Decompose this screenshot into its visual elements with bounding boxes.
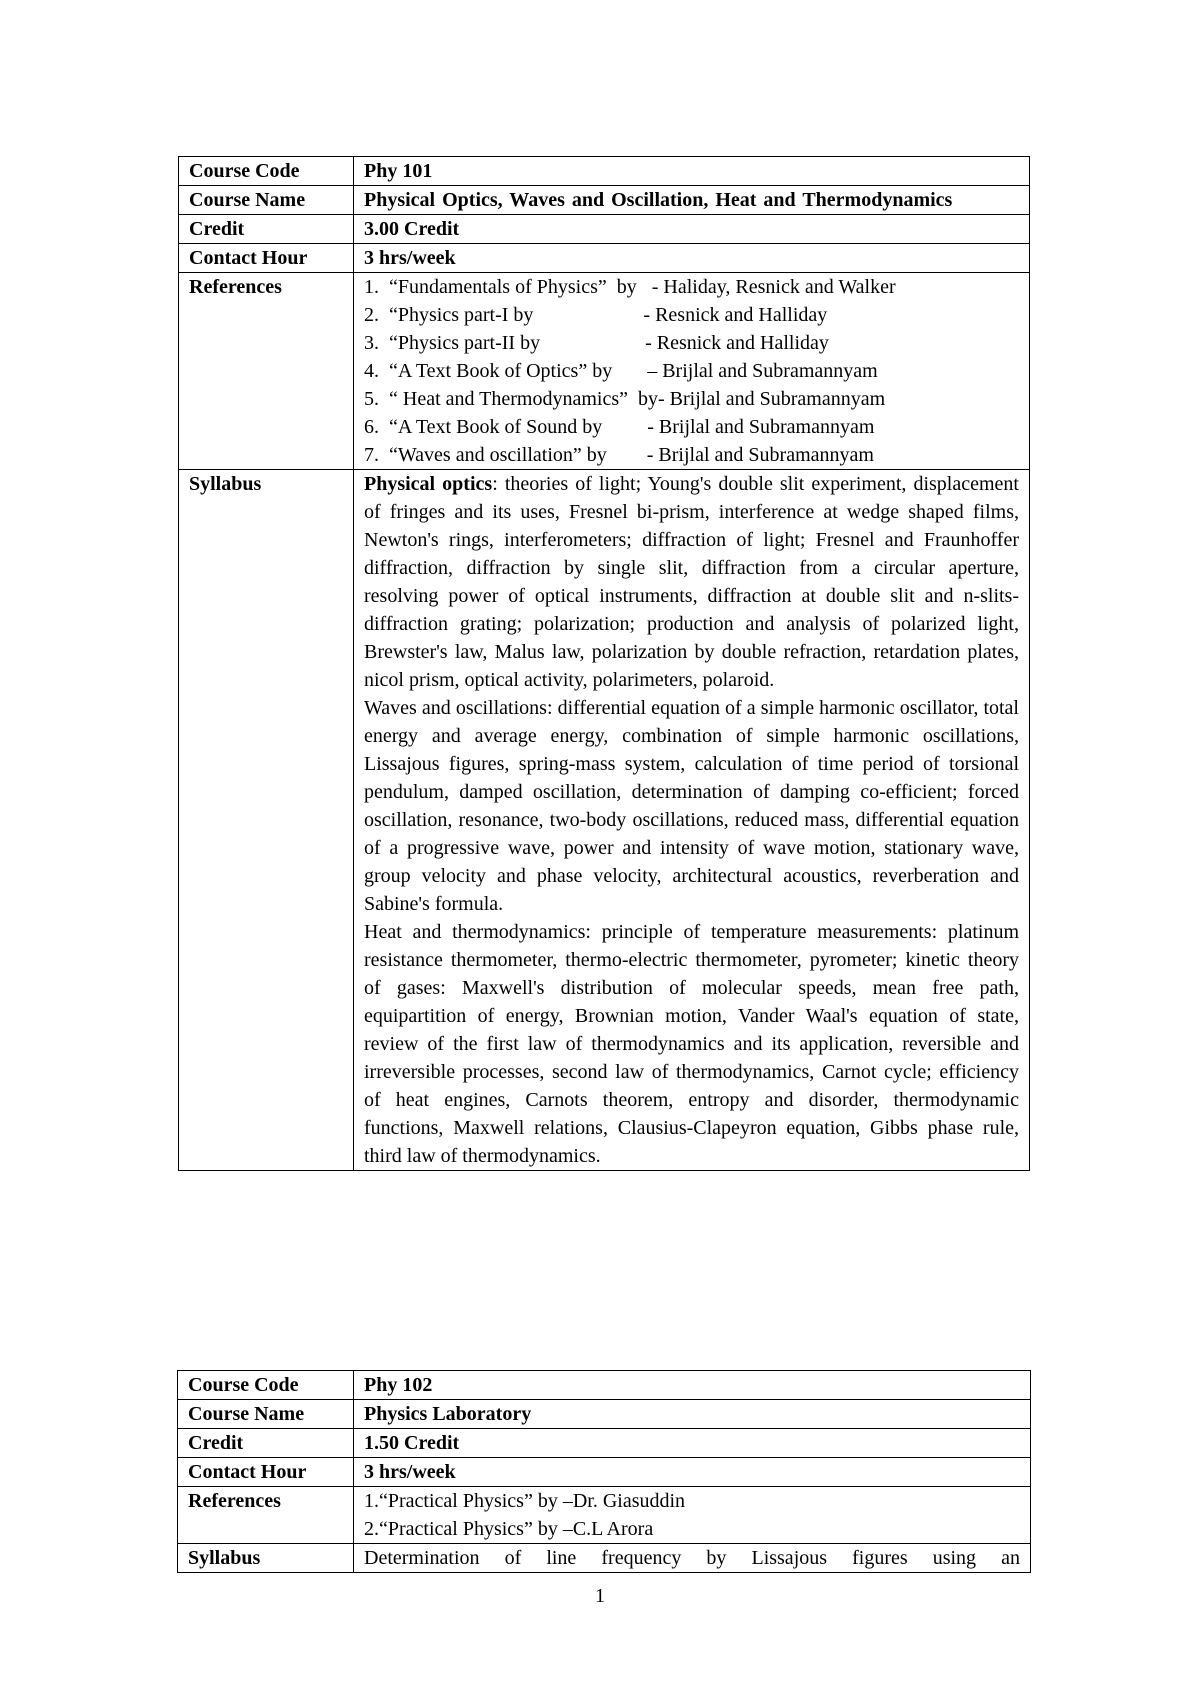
course-code-label: Course Code xyxy=(178,1371,354,1400)
page-number: 1 xyxy=(595,1585,605,1607)
reference-item: 3. “Physics part-II by - Resnick and Halliday xyxy=(364,332,829,354)
reference-item: 2.“Practical Physics” by –C.L Arora xyxy=(364,1518,654,1540)
credit-label: Credit xyxy=(179,215,354,244)
course-name-value: Physical Optics, Waves and Oscillation, Heat and Thermodynamics xyxy=(354,186,1030,215)
references-label: References xyxy=(179,273,354,470)
credit-label: Credit xyxy=(178,1429,354,1458)
credit-row xyxy=(178,1429,1031,1458)
course-table-phy102 xyxy=(177,1370,1031,1573)
reference-item: 6. “A Text Book of Sound by - Brijlal and Subramannyam xyxy=(364,416,875,438)
course-code-row xyxy=(178,1371,1031,1400)
reference-item: 1. “Fundamentals of Physics” by - Haliday, Resnick and Walker xyxy=(364,276,896,298)
course-name-row xyxy=(178,1400,1031,1429)
course-name-row xyxy=(179,186,1030,215)
contact-hour-value: 3 hrs/week xyxy=(354,1458,1031,1487)
references-label: References xyxy=(178,1487,354,1544)
course-name-label: Course Name xyxy=(178,1400,354,1429)
credit-value: 1.50 Credit xyxy=(354,1429,1031,1458)
contact-hour-label: Contact Hour xyxy=(179,244,354,273)
syllabus-optics-paragraph xyxy=(364,470,1019,694)
reference-item: 7. “Waves and oscillation” by - Brijlal and Subramannyam xyxy=(364,444,874,466)
syllabus-label: Syllabus xyxy=(179,470,354,1171)
credit-value: 3.00 Credit xyxy=(354,215,1030,244)
syllabus-text xyxy=(354,470,1030,1171)
syllabus-heat-paragraph: Heat and thermodynamics: principle of temperature measurements: platinum resistance thermometer, thermo-electric thermometer, pyrometer; kinetic theory of gases: Maxwell's distribution of molecular speeds, mean free path, equipartition of energy, Brownian motion, Vander Waal's equation of state, review of the first law of thermodynamics and its application, reversible and irreversible processes, second law of thermodynamics, Carnot cycle; efficiency of heat engines, Carnots theorem, entropy and disorder, thermodynamic functions, Maxwell relations, Clausius-Clapeyron equation, Gibbs phase rule, third law of thermodynamics. xyxy=(364,921,1019,1167)
syllabus-optics-heading: Physical optics xyxy=(364,473,493,495)
references-row xyxy=(178,1487,1031,1544)
syllabus-row xyxy=(178,1544,1031,1573)
reference-item: 4. “A Text Book of Optics” by – Brijlal and Subramannyam xyxy=(364,360,878,382)
syllabus-optics-body: : theories of light; Young's double slit experiment, displacement of fringes and its uses, Fresnel bi-prism, interference at wedge shaped films, Newton's rings, interferometers; diffraction of light; Fresnel and Fraunhoffer diffraction, diffraction by single slit, diffraction from a circular aperture, resolving power of optical instruments, diffraction at double slit and n-slits-diffraction grating; polarization; production and analysis of polarized light, Brewster's law, Malus law, polarization by double refraction, retardation plates, nicol prism, optical activity, polarimeters, polaroid. xyxy=(364,473,1019,691)
course-code-label: Course Code xyxy=(179,157,354,186)
course-code-value: Phy 102 xyxy=(354,1371,1031,1400)
references-list xyxy=(354,273,1030,470)
reference-item: 2. “Physics part-I by - Resnick and Halliday xyxy=(364,304,828,326)
syllabus-waves-paragraph: Waves and oscillations: differential equation of a simple harmonic oscillator, total energy and average energy, combination of simple harmonic oscillations, Lissajous figures, spring-mass system, calculation of time period of torsional pendulum, damped oscillation, determination of damping co-efficient; forced oscillation, resonance, two-body oscillations, reduced mass, differential equation of a progressive wave, power and intensity of wave motion, stationary wave, group velocity and phase velocity, architectural acoustics, reverberation and Sabine's formula. xyxy=(364,697,1019,915)
course-code-row xyxy=(179,157,1030,186)
syllabus-text: Determination of line frequency by Lissajous figures using an xyxy=(354,1544,1031,1573)
contact-hour-label: Contact Hour xyxy=(178,1458,354,1487)
course-name-value: Physics Laboratory xyxy=(354,1400,1031,1429)
references-list xyxy=(354,1487,1031,1544)
reference-item: 1.“Practical Physics” by –Dr. Giasuddin xyxy=(364,1490,686,1512)
reference-item: 5. “ Heat and Thermodynamics” by- Brijlal and Subramannyam xyxy=(364,388,886,410)
references-row xyxy=(179,273,1030,470)
syllabus-label: Syllabus xyxy=(178,1544,354,1573)
credit-row xyxy=(179,215,1030,244)
course-name-label: Course Name xyxy=(179,186,354,215)
course-table-phy101 xyxy=(178,156,1030,1171)
contact-hour-value: 3 hrs/week xyxy=(354,244,1030,273)
course-code-value: Phy 101 xyxy=(354,157,1030,186)
syllabus-row xyxy=(179,470,1030,1171)
contact-hour-row xyxy=(178,1458,1031,1487)
contact-hour-row xyxy=(179,244,1030,273)
